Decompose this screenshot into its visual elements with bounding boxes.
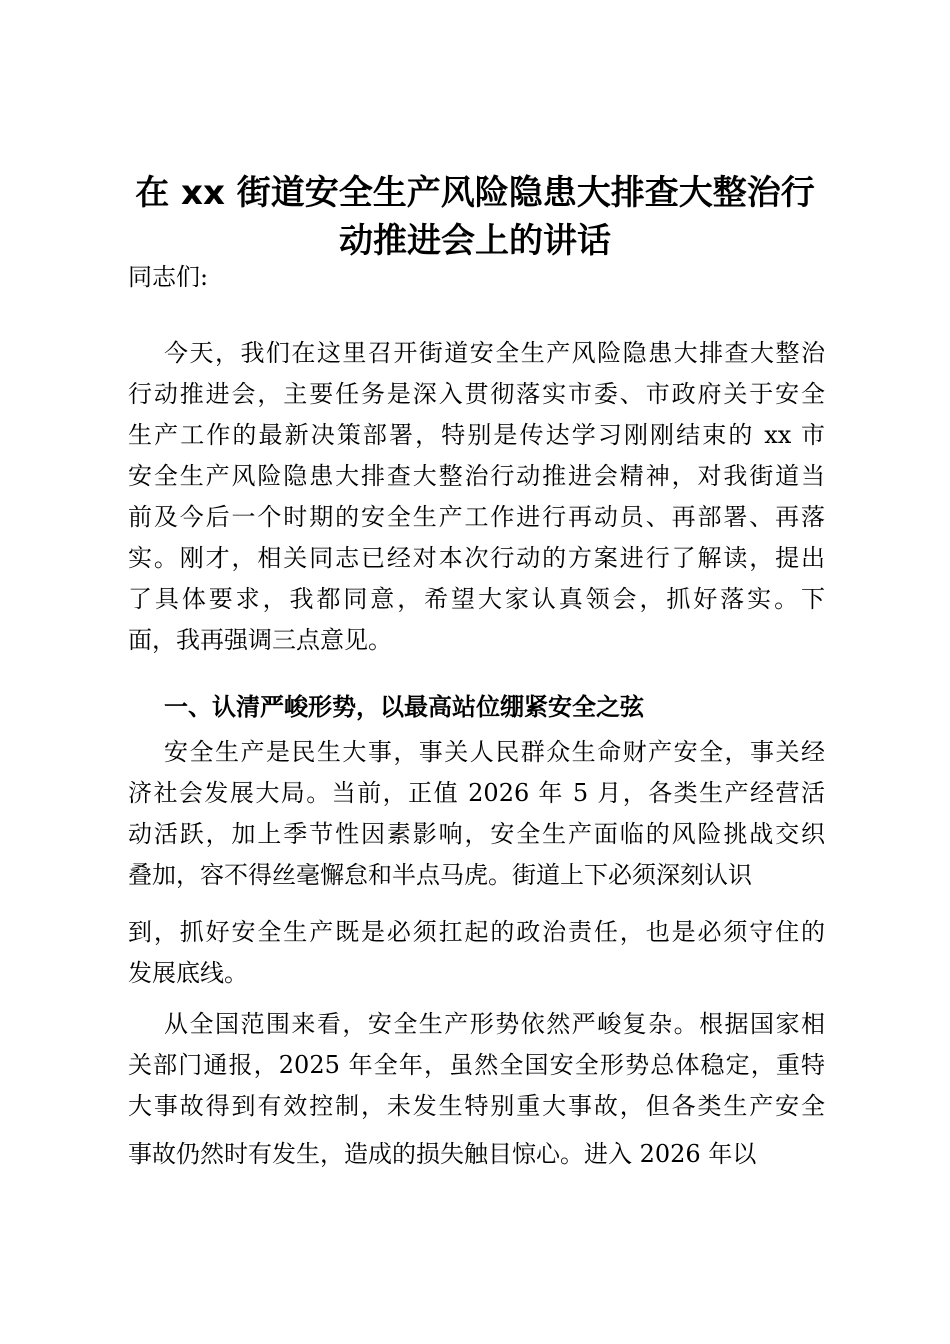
paragraph-1-line-5: 前及今后一个时期的安全生产工作进行再动员、再部署、再落 bbox=[128, 503, 825, 531]
paragraph-3-line-4: 事故仍然时有发生，造成的损失触目惊心。进入 2026 年以 bbox=[128, 1140, 757, 1168]
paragraph-2-line-5: 到，抓好安全生产既是必须扛起的政治责任，也是必须守住的 bbox=[128, 918, 825, 946]
paragraph-1-line-3: 生产工作的最新决策部署，特别是传达学习刚刚结束的 xx 市 bbox=[128, 421, 825, 449]
paragraph-2-line-6: 发展底线。 bbox=[128, 959, 248, 987]
paragraph-2-line-3: 动活跃，加上季节性因素影响，安全生产面临的风险挑战交织 bbox=[128, 820, 825, 848]
document-title-line-2: 动推进会上的讲话 bbox=[339, 221, 611, 261]
paragraph-2-line-1: 安全生产是民生大事，事关人民群众生命财产安全，事关经 bbox=[164, 738, 825, 766]
paragraph-1-line-1: 今天，我们在这里召开街道安全生产风险隐患大排查大整治 bbox=[164, 339, 825, 367]
paragraph-1-line-6: 实。刚才，相关同志已经对本次行动的方案进行了解读，提出 bbox=[128, 544, 825, 572]
paragraph-1-line-4: 安全生产风险隐患大排查大整治行动推进会精神，对我街道当 bbox=[128, 462, 825, 490]
section-heading-1: 一、认清严峻形势，以最高站位绷紧安全之弦 bbox=[164, 693, 644, 721]
paragraph-2-line-4: 叠加，容不得丝毫懈怠和半点马虎。街道上下必须深刻认识 bbox=[128, 861, 752, 889]
paragraph-3-line-2: 关部门通报，2025 年全年，虽然全国安全形势总体稳定，重特 bbox=[128, 1051, 825, 1079]
paragraph-1-line-2: 行动推进会，主要任务是深入贯彻落实市委、市政府关于安全 bbox=[128, 380, 825, 408]
paragraph-1-line-8: 面，我再强调三点意见。 bbox=[128, 626, 392, 654]
salutation: 同志们: bbox=[128, 263, 209, 291]
paragraph-2-line-2: 济社会发展大局。当前，正值 2026 年 5 月，各类生产经营活 bbox=[128, 779, 825, 807]
paragraph-3-line-3: 大事故得到有效控制，未发生特别重大事故，但各类生产安全 bbox=[128, 1092, 825, 1120]
paragraph-1-line-7: 了具体要求，我都同意，希望大家认真领会，抓好落实。下 bbox=[128, 585, 825, 613]
paragraph-3-line-1: 从全国范围来看，安全生产形势依然严峻复杂。根据国家相 bbox=[164, 1010, 825, 1038]
document-title-line-1: 在 xx 街道安全生产风险隐患大排查大整治行 bbox=[135, 173, 815, 213]
